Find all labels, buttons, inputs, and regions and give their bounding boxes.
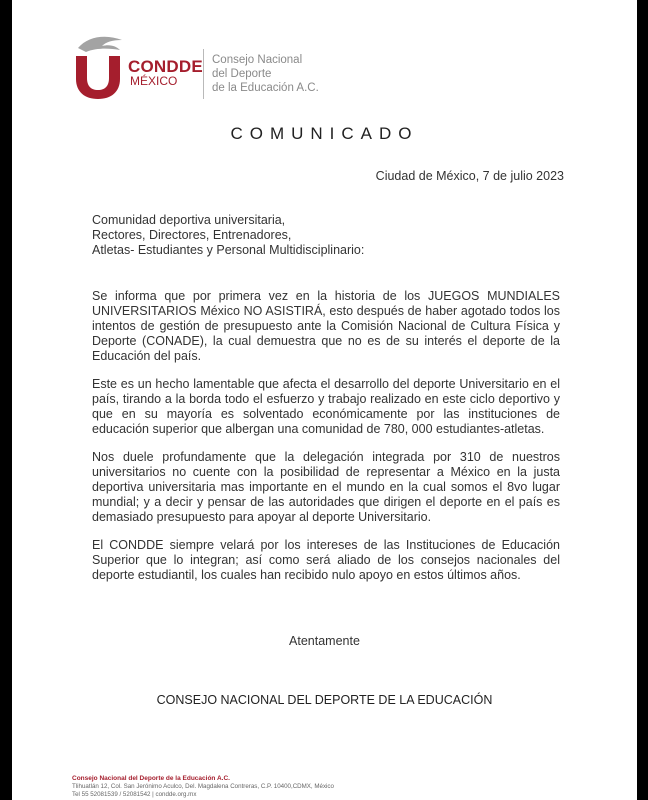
letter-page	[12, 0, 637, 800]
salutation	[92, 213, 364, 258]
body-paragraph: El CONDDE siempre velará por los intereses de las Instituciones de Educación Superior que lo integran; así como será aliado de los consejos nacionales del deporte estudiantil, los cuales han recibido nulo apoyo en estos últimos años.	[92, 538, 560, 582]
logo-org-name	[212, 53, 319, 95]
footer-address: Tlihuatlán 12, Col. San Jerónimo Aculco, Del. Magdalena Contreras, C.P. 10400,CDMX, México	[72, 783, 334, 790]
logo-name: CONDDE	[128, 57, 203, 76]
logo-org-line: de la Educación A.C.	[212, 82, 319, 94]
closing: Atentamente	[289, 634, 360, 648]
logo-wordmark	[128, 58, 203, 88]
body-paragraph: Nos duele profundamente que la delegación integrada por 310 de nuestros universitarios no cuente con la posibilidad de representar a México en la justa deportiva universitaria mas importante en el mundo en la cual somos el 8vo lugar mundial; y a decir y pensar de las autoridades que dirigen el deporte en el país es demasiado presupuesto para apoyar al deporte Universitario.	[92, 450, 560, 524]
body-paragraph: Este es un hecho lamentable que afecta el desarrollo del deporte Universitario en el país, tirando a la borda todo el esfuerzo y trabajo realizado en este ciclo deportivo y que en su mayoría es solventado económicamente por las instituciones de educación superior que albergan una comunidad de 780, 000 estudiantes-atletas.	[92, 377, 560, 436]
salutation-line: Atletas- Estudiantes y Personal Multidisciplinario:	[92, 243, 365, 257]
condde-logo	[72, 34, 392, 104]
logo-org-line: Consejo Nacional	[212, 54, 303, 66]
logo-divider	[203, 49, 204, 99]
logo-org-line: del Deporte	[212, 68, 272, 80]
footer-org: Consejo Nacional del Deporte de la Educación A.C.	[72, 775, 230, 782]
document-title: COMUNICADO	[230, 124, 419, 143]
footer	[72, 775, 334, 799]
footer-contact: Tel 55 52081539 / 52081542 | condde.org.mx	[72, 791, 197, 798]
document-date: Ciudad de México, 7 de julio 2023	[375, 169, 564, 183]
salutation-line: Comunidad deportiva universitaria,	[92, 213, 286, 227]
body-paragraph: Se informa que por primera vez en la historia de los JUEGOS MUNDIALES UNIVERSITARIOS México NO ASISTIRÁ, esto después de haber agotado todos los intentos de gestión de presupuesto ante la Comisión Nacional de Cultura Física y Deporte (CONADE), la cual demuestra que no es de su interés el deporte de la Educación del país.	[92, 289, 560, 363]
logo-country: MÉXICO	[130, 74, 178, 88]
condde-emblem-icon	[72, 34, 128, 100]
signature: CONSEJO NACIONAL DEL DEPORTE DE LA EDUCACIÓN	[156, 693, 493, 707]
salutation-line: Rectores, Directores, Entrenadores,	[92, 228, 292, 242]
document-body	[92, 289, 560, 596]
